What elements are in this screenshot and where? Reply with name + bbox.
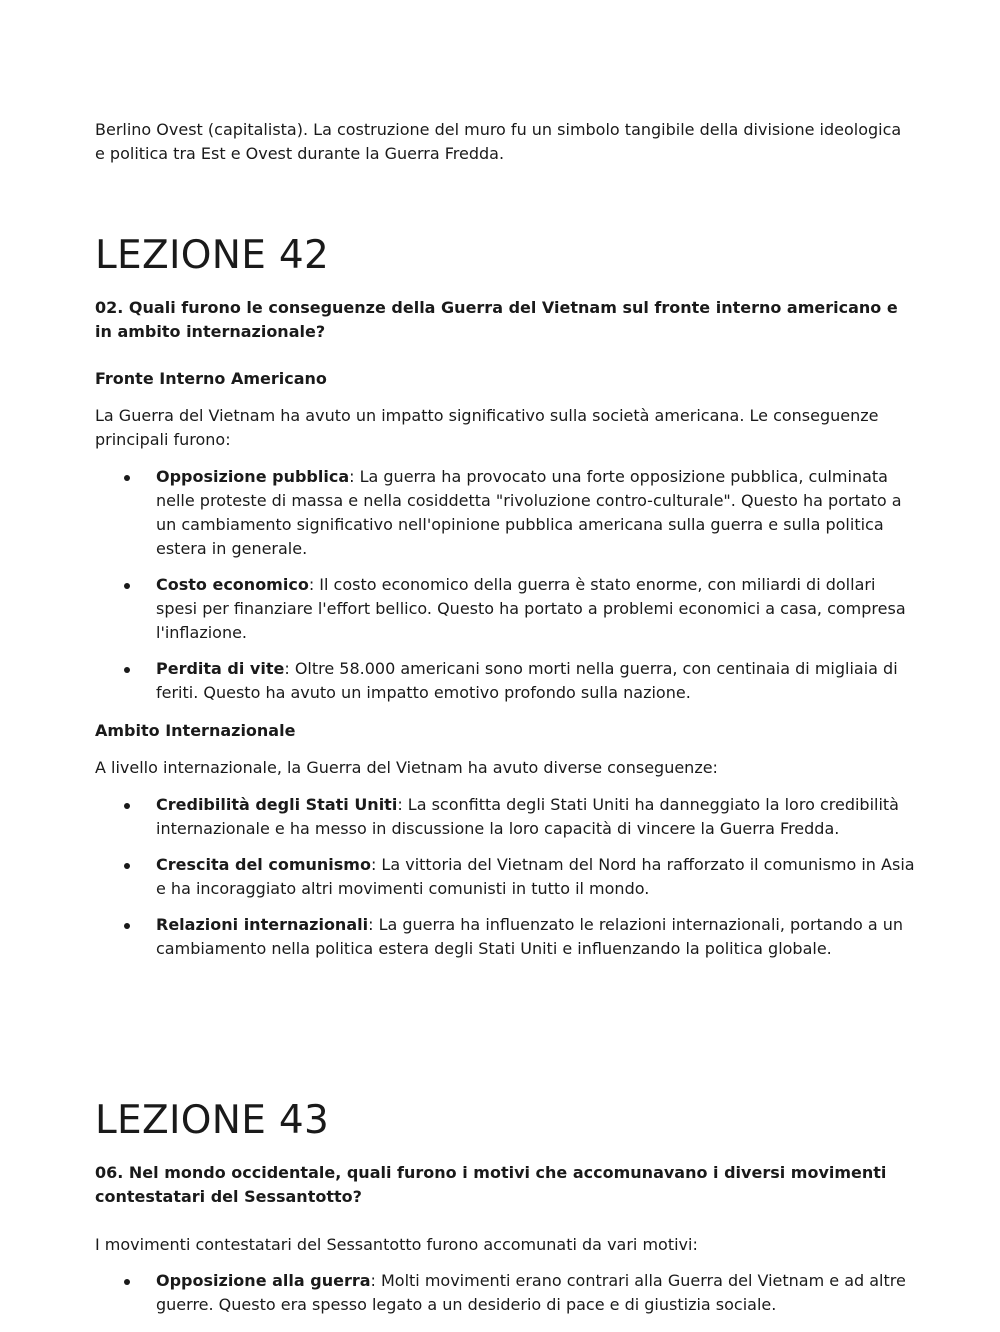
item-text: : La guerra ha influenzato le relazioni internazionali, portando a un cambiamento nella politica estera degli Stati Uniti e influenzando la politica globale. [156,915,903,958]
item-text: : Il costo economico della guerra è stato enorme, con miliardi di dollari spesi per finanziare l'effort bellico. Questo ha portato a problemi economici a casa, compresa l'inflazione. [156,575,906,642]
list-item [95,657,915,705]
item-text: : La guerra ha provocato una forte opposizione pubblica, culminata nelle proteste di massa e nella cosiddetta "rivoluzione contro-culturale". Questo ha portato a un cambiamento significativo nell'opinione pubblica americana sulla guerra e sulla politica estera in generale. [156,467,902,558]
intro-paragraph: Berlino Ovest (capitalista). La costruzione del muro fu un simbolo tangibile della divisione ideologica e politica tra Est e Ovest durante la Guerra Fredda. [95,120,902,163]
bullet-icon [124,1279,130,1285]
lesson-42-title: LEZIONE 42 [95,233,330,278]
item-text: : La sconfitta degli Stati Uniti ha danneggiato la loro credibilità internazionale e ha messo in discussione la loro capacità di vincere la Guerra Fredda. [156,795,899,838]
bullet-icon [124,667,130,673]
lesson-43-question: 06. Nel mondo occidentale, quali furono i motivi che accomunavano i diversi movimenti contestatari del Sessantotto? [95,1163,887,1206]
item-term: Relazioni internazionali [156,915,369,934]
bullet-icon [124,863,130,869]
item-term: Crescita del comunismo [156,855,371,874]
item-term: Credibilità degli Stati Uniti [156,795,398,814]
list-item [95,1269,915,1317]
item-term: Perdita di vite [156,659,285,678]
item-term: Opposizione pubblica [156,467,350,486]
list-item [95,913,915,961]
item-term: Opposizione alla guerra [156,1271,371,1290]
item-text: : Oltre 58.000 americani sono morti nella guerra, con centinaia di migliaia di feriti. Questo ha avuto un impatto emotivo profondo sulla nazione. [156,659,898,702]
list-item [95,465,915,561]
section-heading-domestic: Fronte Interno Americano [95,369,327,388]
list-item [95,853,915,901]
bullet-icon [124,475,130,481]
bullet-icon [124,583,130,589]
list-item [95,793,915,841]
item-term: Costo economico [156,575,309,594]
international-consequences-list [95,793,915,973]
lesson-43-title: LEZIONE 43 [95,1098,330,1143]
item-text: : La vittoria del Vietnam del Nord ha rafforzato il comunismo in Asia e ha incoraggiato altri movimenti comunisti in tutto il mondo. [156,855,915,898]
contest-motives-list [95,1269,915,1329]
lesson-42-question: 02. Quali furono le conseguenze della Guerra del Vietnam sul fronte interno americano e in ambito internazionale? [95,298,898,341]
item-text: : Molti movimenti erano contrari alla Guerra del Vietnam e ad altre guerre. Questo era spesso legato a un desiderio di pace e di giustizia sociale. [156,1271,906,1314]
bullet-icon [124,923,130,929]
section-heading-international: Ambito Internazionale [95,721,296,740]
section-intro-domestic: La Guerra del Vietnam ha avuto un impatto significativo sulla società americana. Le conseguenze principali furono: [95,406,879,449]
section-intro-international: A livello internazionale, la Guerra del Vietnam ha avuto diverse conseguenze: [95,758,718,777]
list-item [95,573,915,645]
bullet-icon [124,803,130,809]
lesson-43-intro: I movimenti contestatari del Sessantotto furono accomunati da vari motivi: [95,1235,698,1254]
domestic-consequences-list [95,465,915,717]
